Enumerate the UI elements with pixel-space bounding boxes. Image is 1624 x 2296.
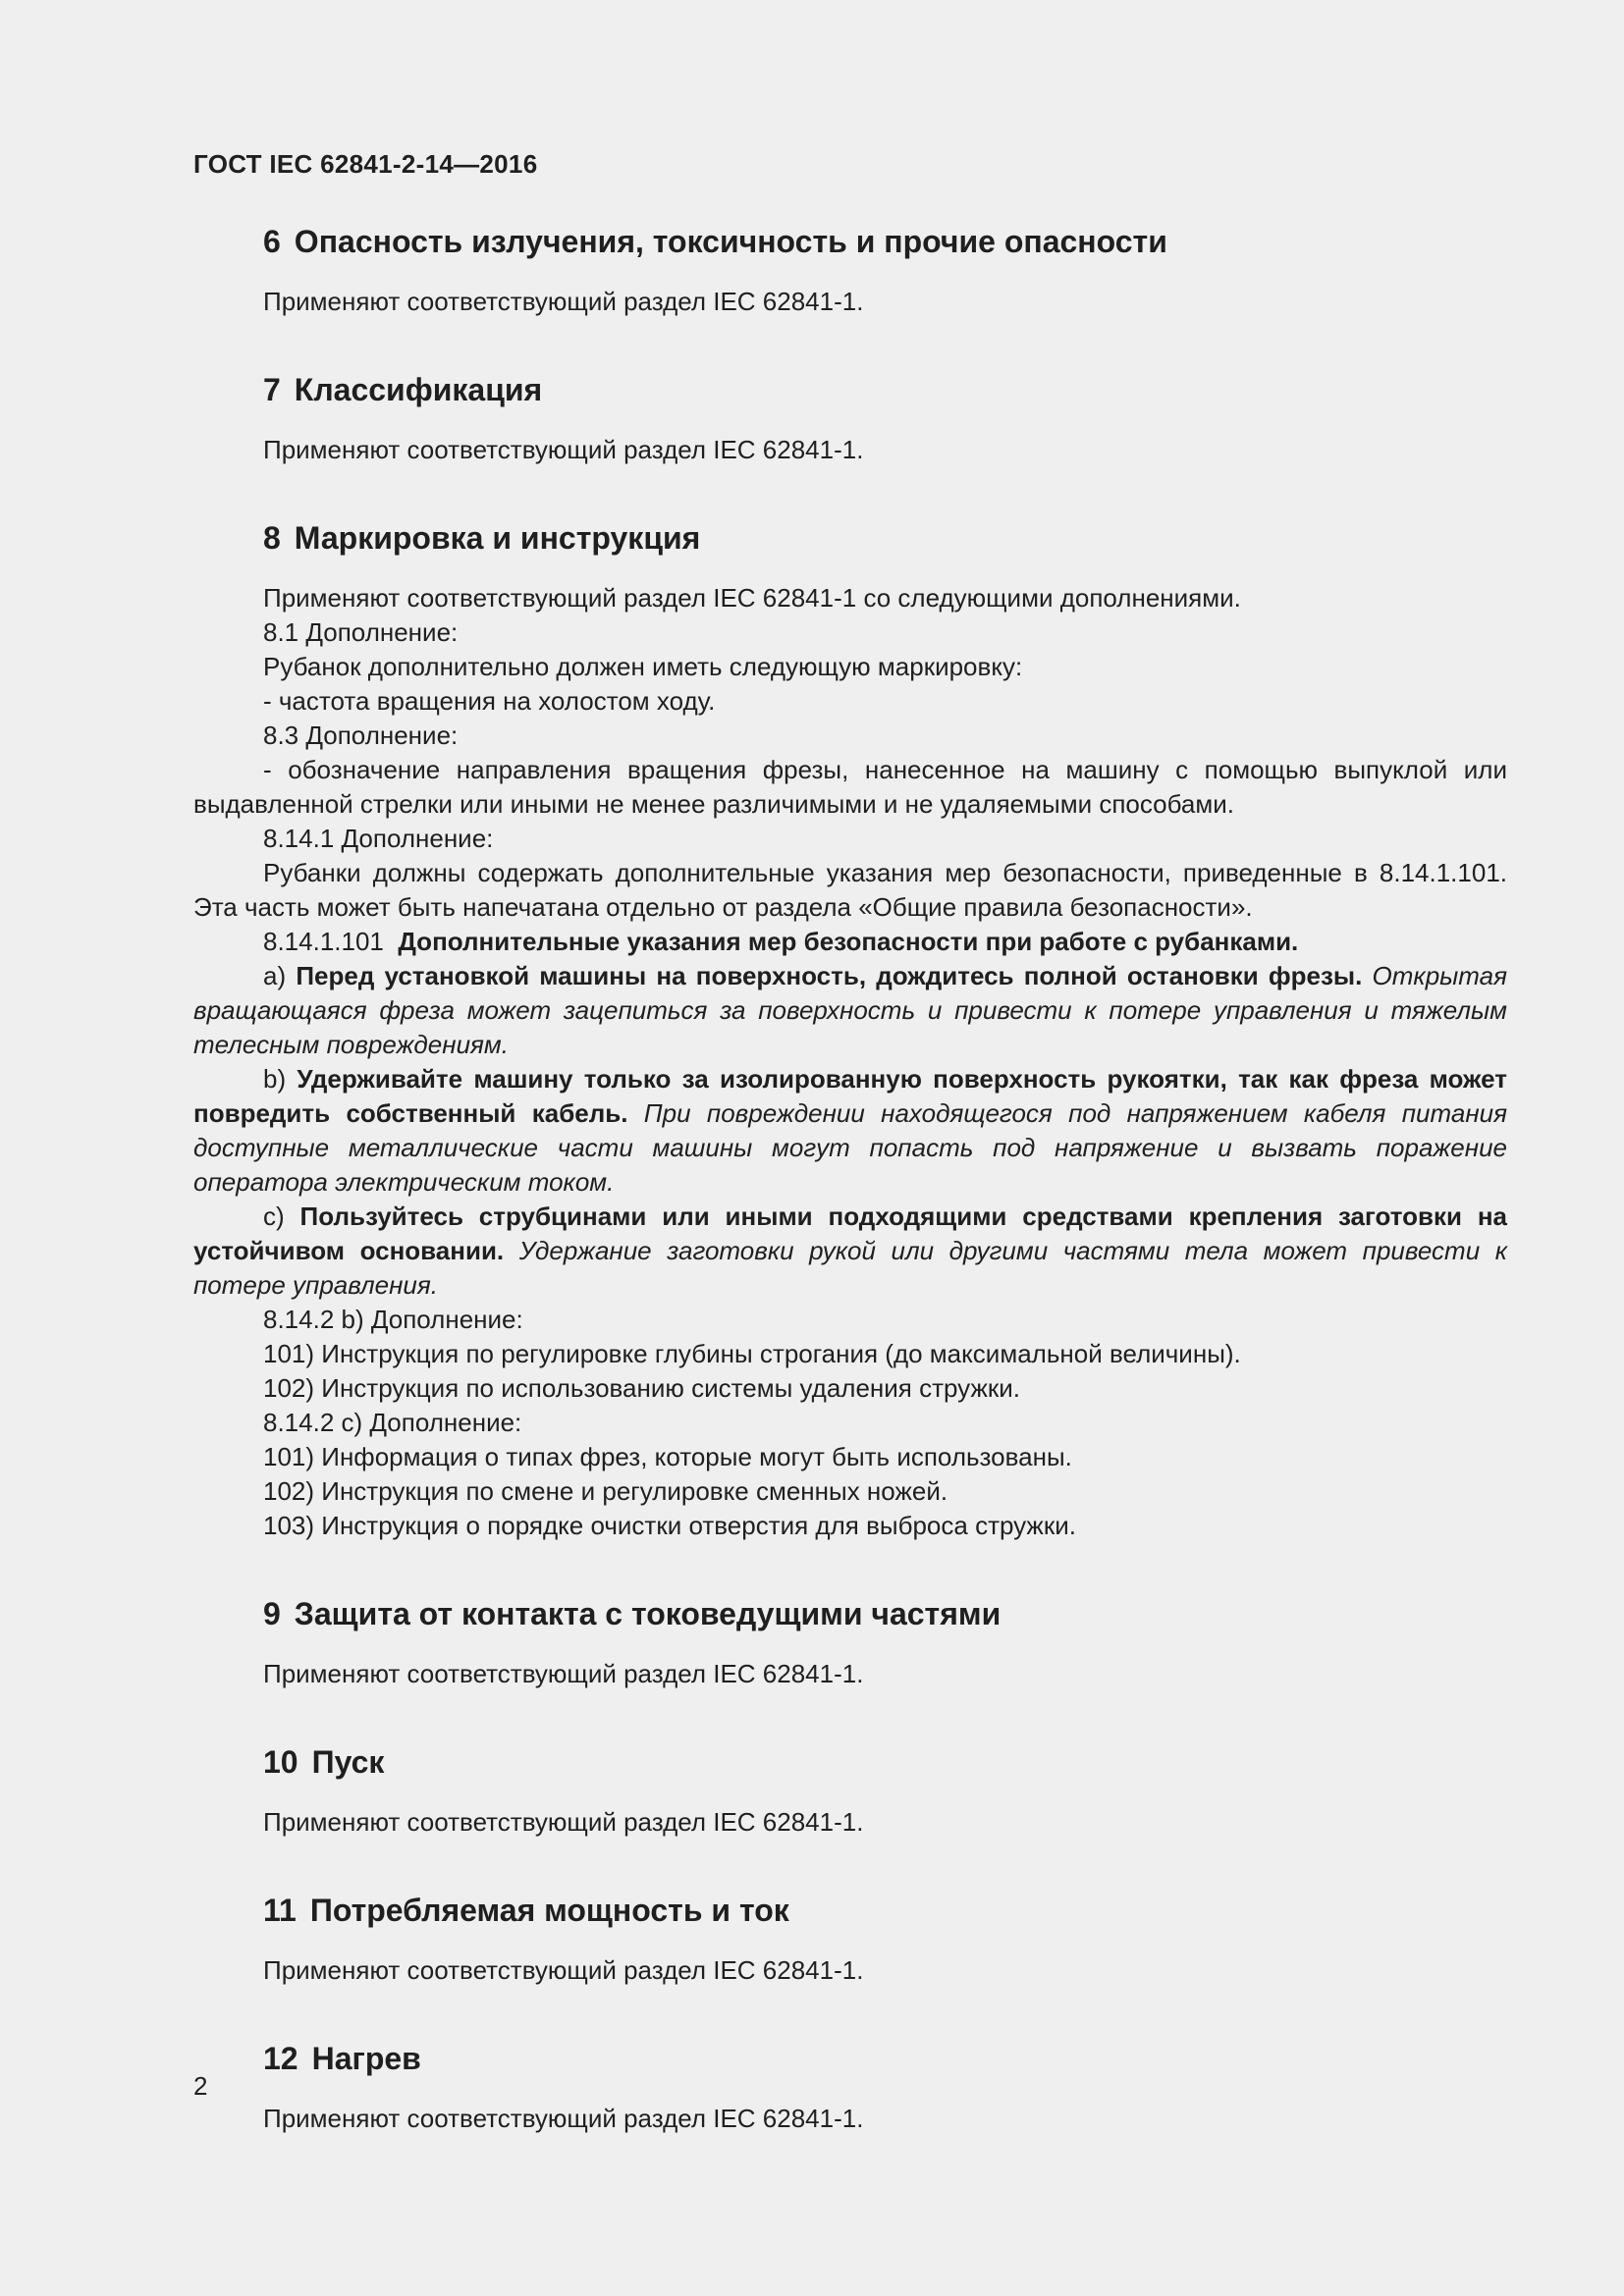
section-8-body: Применяют соответствующий раздел IEC 62841-1 со следующими дополнениями. — [263, 583, 1241, 613]
section-title-text: Классификация — [294, 372, 543, 407]
section-number: 6 — [263, 224, 281, 259]
section-12-body: Применяют соответствующий раздел IEC 62841-1. — [263, 2104, 864, 2133]
clause-title: Дополнительные указания мер безопасности при работе с рубанками. — [398, 927, 1299, 956]
clause-8-1: 8.1 Дополнение: — [263, 617, 459, 647]
clause-8-1-item: - частота вращения на холостом ходу. — [263, 686, 716, 716]
section-title-text: Маркировка и инструкция — [294, 520, 701, 556]
item-label: c) — [263, 1201, 285, 1231]
item-warning: Перед установкой машины на поверхность, дождитесь полной остановки фрезы. — [296, 961, 1363, 990]
list-item: 103) Инструкция о порядке очистки отверстия для выброса стружки. — [263, 1511, 1076, 1540]
clause-8-3: 8.3 Дополнение: — [263, 721, 459, 750]
section-9-title — [193, 1594, 1507, 1633]
section-11-body: Применяют соответствующий раздел IEC 62841-1. — [263, 1955, 864, 1985]
list-item: 102) Инструкция по смене и регулировке сменных ножей. — [263, 1476, 948, 1506]
section-10-body: Применяют соответствующий раздел IEC 62841-1. — [263, 1807, 864, 1837]
section-11-title — [193, 1891, 1507, 1930]
section-number: 7 — [263, 372, 281, 407]
item-explanation: Открытая вращающаяся фреза может зацепиться за поверхность и привести к потере управления и тяжелым телесным повреждениям. — [193, 961, 1507, 1059]
section-title-text: Опасность излучения, токсичность и прочие опасности — [294, 224, 1167, 259]
item-explanation: При повреждении находящегося под напряжением кабеля питания доступные металлические части машины могут попасть под напряжение и вызвать поражение оператора электрическим током. — [193, 1098, 1507, 1197]
safety-item-b — [193, 1062, 1507, 1200]
section-6-title — [193, 222, 1507, 261]
clause-8-1-text: Рубанок дополнительно должен иметь следующую маркировку: — [263, 652, 1023, 681]
section-number: 10 — [263, 1744, 298, 1780]
section-number: 12 — [263, 2041, 298, 2076]
section-title-text: Пуск — [311, 1744, 385, 1780]
clause-number: 8.14.1.101 — [263, 927, 384, 956]
section-title-text: Защита от контакта с токоведущими частями — [294, 1596, 1001, 1631]
section-7-body: Применяют соответствующий раздел IEC 62841-1. — [263, 435, 864, 464]
section-9-body: Применяют соответствующий раздел IEC 62841-1. — [263, 1659, 864, 1688]
section-number: 11 — [263, 1893, 297, 1928]
section-title-text: Потребляемая мощность и ток — [309, 1893, 789, 1928]
item-label: a) — [263, 961, 287, 990]
item-explanation: Удержание заготовки рукой или другими частями тела может привести к потере управления. — [193, 1236, 1507, 1300]
section-number: 8 — [263, 520, 281, 556]
item-label: b) — [263, 1064, 287, 1094]
section-12-title — [193, 2039, 1507, 2078]
clause-8-14-2-b: 8.14.2 b) Дополнение: — [263, 1305, 523, 1334]
item-warning: Удерживайте машину только за изолированную поверхность рукоятки, так как фреза может повредить собственный кабель. — [193, 1064, 1507, 1128]
section-number: 9 — [263, 1596, 281, 1631]
document-header: ГОСТ IEC 62841-2-14—2016 — [193, 149, 538, 179]
clause-8-3-item: - обозначение направления вращения фрезы, нанесенное на машину с помощью выпуклой или выдавленной стрелки или иными не менее различимыми и не удаляемыми способами. — [193, 755, 1507, 819]
section-6-body: Применяют соответствующий раздел IEC 62841-1. — [263, 287, 864, 316]
clause-8-14-1-101 — [193, 925, 1507, 959]
list-item: 101) Информация о типах фрез, которые могут быть использованы. — [263, 1442, 1072, 1471]
list-item: 101) Инструкция по регулировке глубины строгания (до максимальной величины). — [263, 1339, 1241, 1368]
item-warning: Пользуйтесь струбцинами или иными подходящими средствами крепления заготовки на устойчивом основании. — [193, 1201, 1507, 1265]
safety-item-a — [193, 959, 1507, 1062]
clause-8-14-1-text: Рубанки должны содержать дополнительные указания мер безопасности, приведенные в 8.14.1.101. Эта часть может быть напечатана отдельно от раздела «Общие правила безопасности». — [193, 858, 1507, 922]
list-item: 102) Инструкция по использованию системы удаления стружки. — [263, 1373, 1020, 1403]
clause-8-14-2-c: 8.14.2 c) Дополнение: — [263, 1408, 522, 1437]
section-7-title — [193, 370, 1507, 409]
clause-8-14-1: 8.14.1 Дополнение: — [263, 824, 494, 853]
section-8-title — [193, 518, 1507, 558]
page-number: 2 — [193, 2071, 208, 2101]
safety-item-c — [193, 1200, 1507, 1303]
section-10-title — [193, 1742, 1507, 1782]
document-body — [193, 222, 1507, 2136]
section-title-text: Нагрев — [311, 2041, 421, 2076]
